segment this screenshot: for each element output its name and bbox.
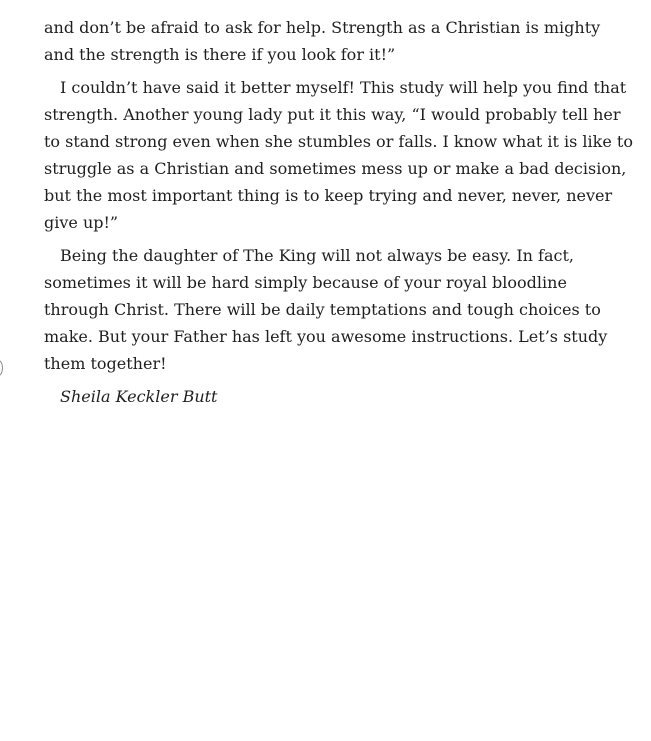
paragraph-daughter-of-king: Being the daughter of The King will not always be easy. In fact, sometimes it will be hard simply because of your royal bloodline through Christ. There will be daily temptations and tough choices to make. But your Father has left you awesome instructions. Let’s study them together! [44, 246, 608, 373]
paragraph-continued: and don’t be afraid to ask for help. Strength as a Christian is mighty and the strength is there if you look for it!” [44, 18, 601, 64]
paragraph-quote-intro: I couldn’t have said it better myself! This study will help you find that strength. Another young lady put it this way, “I would probably tell her to stand strong even when she stumbles or falls. I know what it is like to struggle as a Christian and sometimes mess up or make a bad decision, but the most important thing is to keep trying and never, never, never give up!” [44, 78, 633, 232]
page-edge-mark [0, 360, 3, 376]
author-signature: Sheila Keckler Butt [60, 387, 218, 406]
document-page [44, 14, 634, 410]
